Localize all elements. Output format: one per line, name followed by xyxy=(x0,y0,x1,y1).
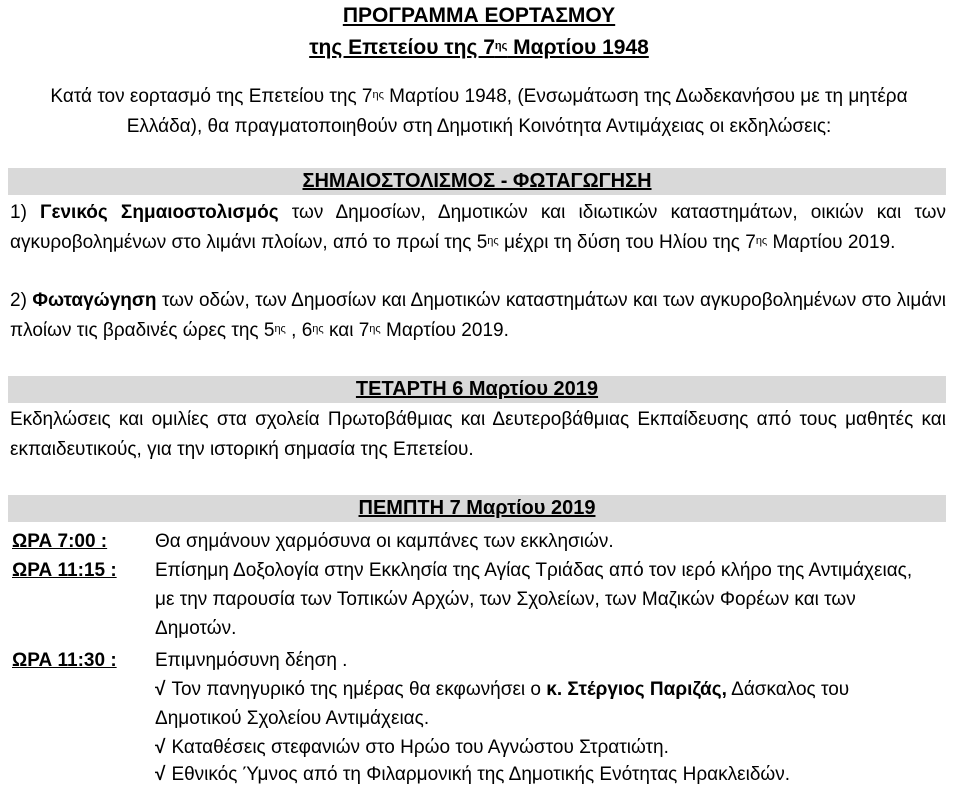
schedule-event-doxology: Επίσημη Δοξολογία στην Εκκλησία της Αγίας Τριάδας από τον ιερό κλήρο της Αντιμάχειας, με την παρουσία των Τοπικών Αρχών, των Σχολείων, των Μαζικών Φορέων και των Δημοτών. xyxy=(155,560,913,639)
item-text: Μαρτίου 2019. xyxy=(767,232,896,253)
section-heading-wednesday xyxy=(8,376,946,403)
intro-superscript: ης xyxy=(372,89,384,101)
check-text: Καταθέσεις στεφανιών στο Ηρώο του Αγνώστου Στρατιώτη. xyxy=(171,737,669,758)
item-text: και 7 xyxy=(323,320,370,341)
document-subtitle xyxy=(0,34,958,62)
subtitle-text-pre: της Επετείου της 7 xyxy=(309,36,495,59)
check-text: Εθνικός Ύμνος από τη Φιλαρμονική της Δημοτικής Ενότητας Ηρακλειδών. xyxy=(171,764,791,785)
intro-text-post: Μαρτίου 1948, (Ενσωμάτωση της Δωδεκανήσου με τη μητέρα Ελλάδα), θα πραγματοποιηθούν στη Δημοτική Κοινότητα Αντιμάχειας οι εκδηλώσεις: xyxy=(126,86,908,137)
wednesday-paragraph xyxy=(10,405,946,465)
item-superscript: ης xyxy=(369,323,381,335)
check-item-speech xyxy=(155,675,935,733)
schedule-time-0700: ΩΡΑ 7:00 : xyxy=(12,531,108,552)
item-text: μέχρι τη δύση του Ηλίου της 7 xyxy=(498,232,756,253)
item-text: Μαρτίου 2019. xyxy=(380,320,509,341)
check-item-wreaths xyxy=(155,733,935,762)
subtitle-text-post: Μαρτίου 1948 xyxy=(507,36,649,59)
intro-paragraph xyxy=(10,82,948,142)
check-mark-icon: √ xyxy=(155,764,166,785)
item-bold-title: Γενικός Σημαιοστολισμός xyxy=(40,202,279,223)
section-heading-text: ΤΕΤΑΡΤΗ 6 Μαρτίου 2019 xyxy=(355,378,599,400)
section-heading-thursday xyxy=(8,495,946,522)
section-heading-flags-lighting xyxy=(8,168,946,195)
item-bold-title: Φωταγώγηση xyxy=(32,290,157,311)
item-text: , 6 xyxy=(285,320,313,341)
item-number: 2) xyxy=(10,290,33,311)
check-text: Τον πανηγυρικό της ημέρας θα εκφωνήσει ο xyxy=(171,679,547,700)
item-text: των Δημοσίων, Δημοτικών και ιδιωτικών καταστημάτων, οικιών και των αγκυροβολημένων στο λιμάνι πλοίων, από το πρωί της 5 xyxy=(10,202,946,253)
title-line-1: ΠΡΟΓΡΑΜΜΑ ΕΟΡΤΑΣΜΟΥ xyxy=(342,4,616,27)
item-text: των οδών, των Δημοσίων και Δημοτικών καταστημάτων και των αγκυροβολημένων στο λιμάνι πλοίων τις βραδινές ώρες της 5 xyxy=(10,290,946,341)
schedule-event-memorial: Επιμνημόσυνη δέηση . xyxy=(155,650,348,671)
section-heading-text: ΣΗΜΑΙΟΣΤΟΛΙΣΜΟΣ - ΦΩΤΑΓΩΓΗΣΗ xyxy=(302,170,652,192)
item-superscript: ης xyxy=(274,323,286,335)
section-heading-text: ΠΕΜΠΤΗ 7 Μαρτίου 2019 xyxy=(358,497,596,519)
intro-text-pre: Κατά τον εορτασμό της Επετείου της 7 xyxy=(50,86,373,107)
item-superscript: ης xyxy=(312,323,324,335)
flags-item-1 xyxy=(10,198,946,258)
subtitle-superscript: ης xyxy=(494,40,508,52)
schedule-event-bells: Θα σημάνουν χαρμόσυνα οι καμπάνες των εκκλησιών. xyxy=(155,531,614,552)
document-title xyxy=(0,2,958,30)
check-text: Δάσκαλος του Δημοτικού Σχολείου Αντιμάχειας. xyxy=(155,679,850,729)
wednesday-text: Εκδηλώσεις και ομιλίες στα σχολεία Πρωτοβάθμιας και Δευτεροβάθμιας Εκπαίδευσης από τους μαθητές και εκπαιδευτικούς, για την ιστορική σημασία της Επετείου. xyxy=(10,409,946,460)
item-number: 1) xyxy=(10,202,41,223)
item-superscript: ης xyxy=(755,235,768,247)
lighting-item-2 xyxy=(10,286,946,346)
schedule-time-1130: ΩΡΑ 11:30 : xyxy=(12,650,117,671)
speaker-name: κ. Στέργιος Παριζάς, xyxy=(546,679,727,700)
check-mark-icon: √ xyxy=(155,737,166,758)
check-item-anthem xyxy=(155,760,935,789)
item-superscript: ης xyxy=(487,235,499,247)
check-mark-icon: √ xyxy=(155,679,166,700)
schedule-time-1115: ΩΡΑ 11:15 : xyxy=(12,560,117,581)
